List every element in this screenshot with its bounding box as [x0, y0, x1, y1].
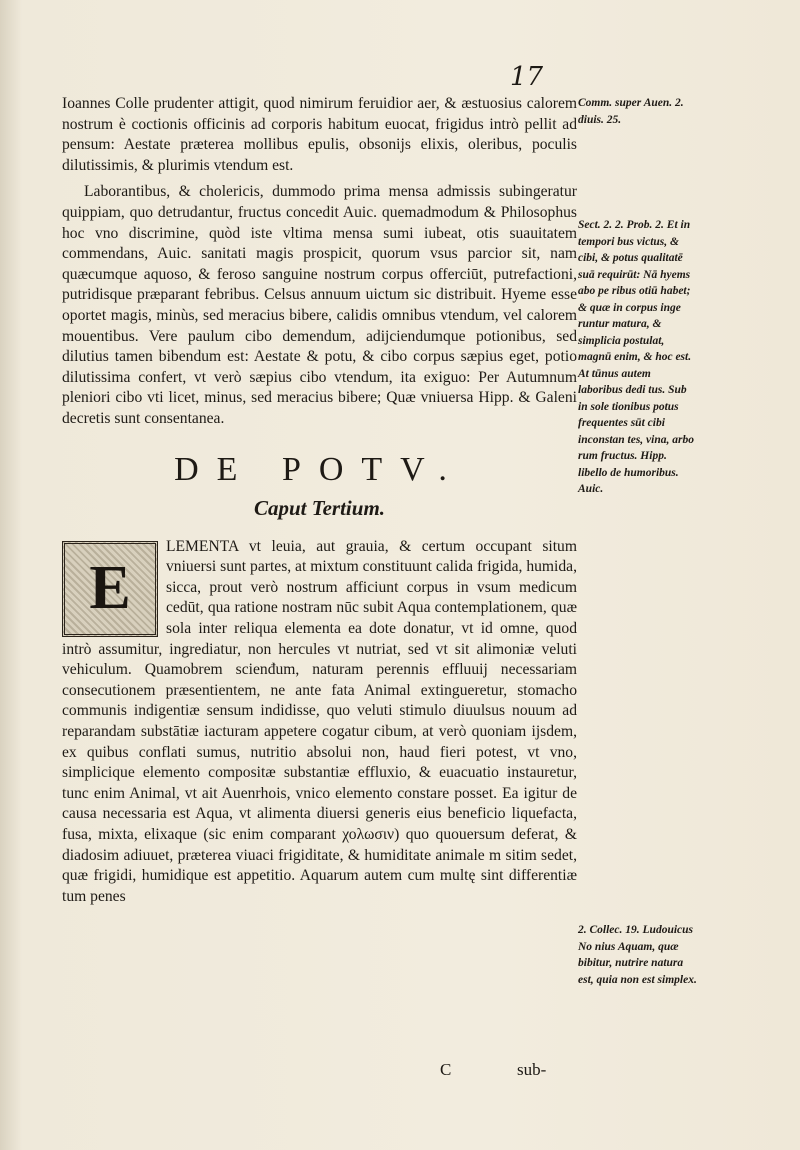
signature-mark: C [440, 1060, 452, 1079]
paragraph-1: Ioannes Colle prudenter attigit, quod nimirum feruidior aer, & æstuosius calorem nostrum è coctionis officinis ad corporis habitum euocat, frigidus intrò pellit ad pensum: Aestate præterea mollibus epulis, obsonijs elixis, oleribus, poculis dilutissimis, & plurimis vtendum est. [62, 95, 577, 174]
paragraph-3: LEMENTA vt leuia, aut grauia, & certum occupant situm vniuersi sunt partes, at mixtum constituunt calida frigida, humida, sicca, prout verò nostrum afficiunt corpus in vsum medicum cedūt, qua ratione nostram nūc subit Aqua contemplationem, quæ sola inter reliqua elementa ea dote donatur, vt id omne, quod intrò assumitur, ingrediatur, non hercules vt nutriat, sed vt sit alimoniæ veluti vehiculum. Quamobrem scienđum, naturam perennis effluuij necessariam consecutionem præsentientem, ne ante fata Animal extingueretur, stomacho communis indigentiæ sensum indidisse, quo veluti stimulo diuulsus nouum ad reparandam substātiæ iacturam appetere cogatur cibum, at verò quoniam ijsdem, ex quibus conflati sumus, nutritio absolui non, haud fieri potest, vt vno, simplicique elemento compositæ substantiæ effluxio, & euacuatio instauretur, tunc enim Animal, vt ait Auenrhois, vnico elemento constare posset. Ea igitur de causa necessaria est Aqua, vt alimenta diuersi generis eius beneficio liquefacta, fusa, mixta, elixaque (sic enim comparant χολωσιν) quo quouersum deferat, & diadosim adiuuet, præterea viuaci frigiditate, & humiditate animale m sitim sedet, quæ frigidi, humidique est appetitio. Aquarum autem cum multę sint differentiæ tum penes [62, 537, 577, 905]
page-number: 17 [510, 62, 544, 92]
marginal-note-1: Comm. super Auen. 2. diuis. 25. [578, 97, 684, 126]
decorated-initial: E [62, 541, 158, 637]
marginal-note-3: 2. Collec. 19. Ludouicus No nius Aquam, quæ bibitur, nutrire natura est, quia non est simplex. [578, 924, 697, 986]
chapter-title: Caput Tertium. [253, 496, 386, 521]
catchword: sub- [517, 1060, 547, 1079]
main-text-column [62, 94, 577, 913]
paragraph-2: Laborantibus, & cholericis, dummodo prima mensa admissis subingeratur quippiam, quo detrudantur, fructus concedit Auic. quemadmodum & Philosophus hoc vno discrimine, quòd iste vltima mensa sumi iubeat, otis suauitatem commendans, Auic. sanitati magis prospicit, quorum vsus parcior sit, nam quæcumque aquoso, & feroso sanguine nostrum corpus offerciūt, putrefactioni, putridisque præparant febribus. Celsus annuum uictum sic distribuit. Hyeme esse oportet magis, minùs, sed meracius bibere, calidis omnibus vtendum, vel calorem mouentibus. Vere paulum cibo demendum, adijciendumque potionibus, sed dilutius tamen bibendum est: Aestate & potu, & cibo corpus sæpius eget, potio dilutissima confert, vt verò sæpius cibo vtendum, ita exiguo: Per Autumnum pleniori cibo vti licet, minus, sed meracius bibere; Quæ vniuersa Hipp. & Galeni decretis sunt consentanea. [62, 183, 577, 427]
section-heading: DE POTV. [174, 450, 465, 488]
marginal-note-2: Sect. 2. 2. Prob. 2. Et in tempori bus victus, & cibi, & potus qualitatē suā requirūt: Nā hyems abo pe ribus otiū habet; & quæ in corpus inge runtur matura, & simplicia postulat, magnū enim, & hoc est. At tūnus autem laboribus dedi tus. Sub in sole tionibus potus frequentes sūt cibi inconstan tes, vina, arbo rum fructus. Hipp. libello de humoribus. Auic. [578, 219, 694, 495]
